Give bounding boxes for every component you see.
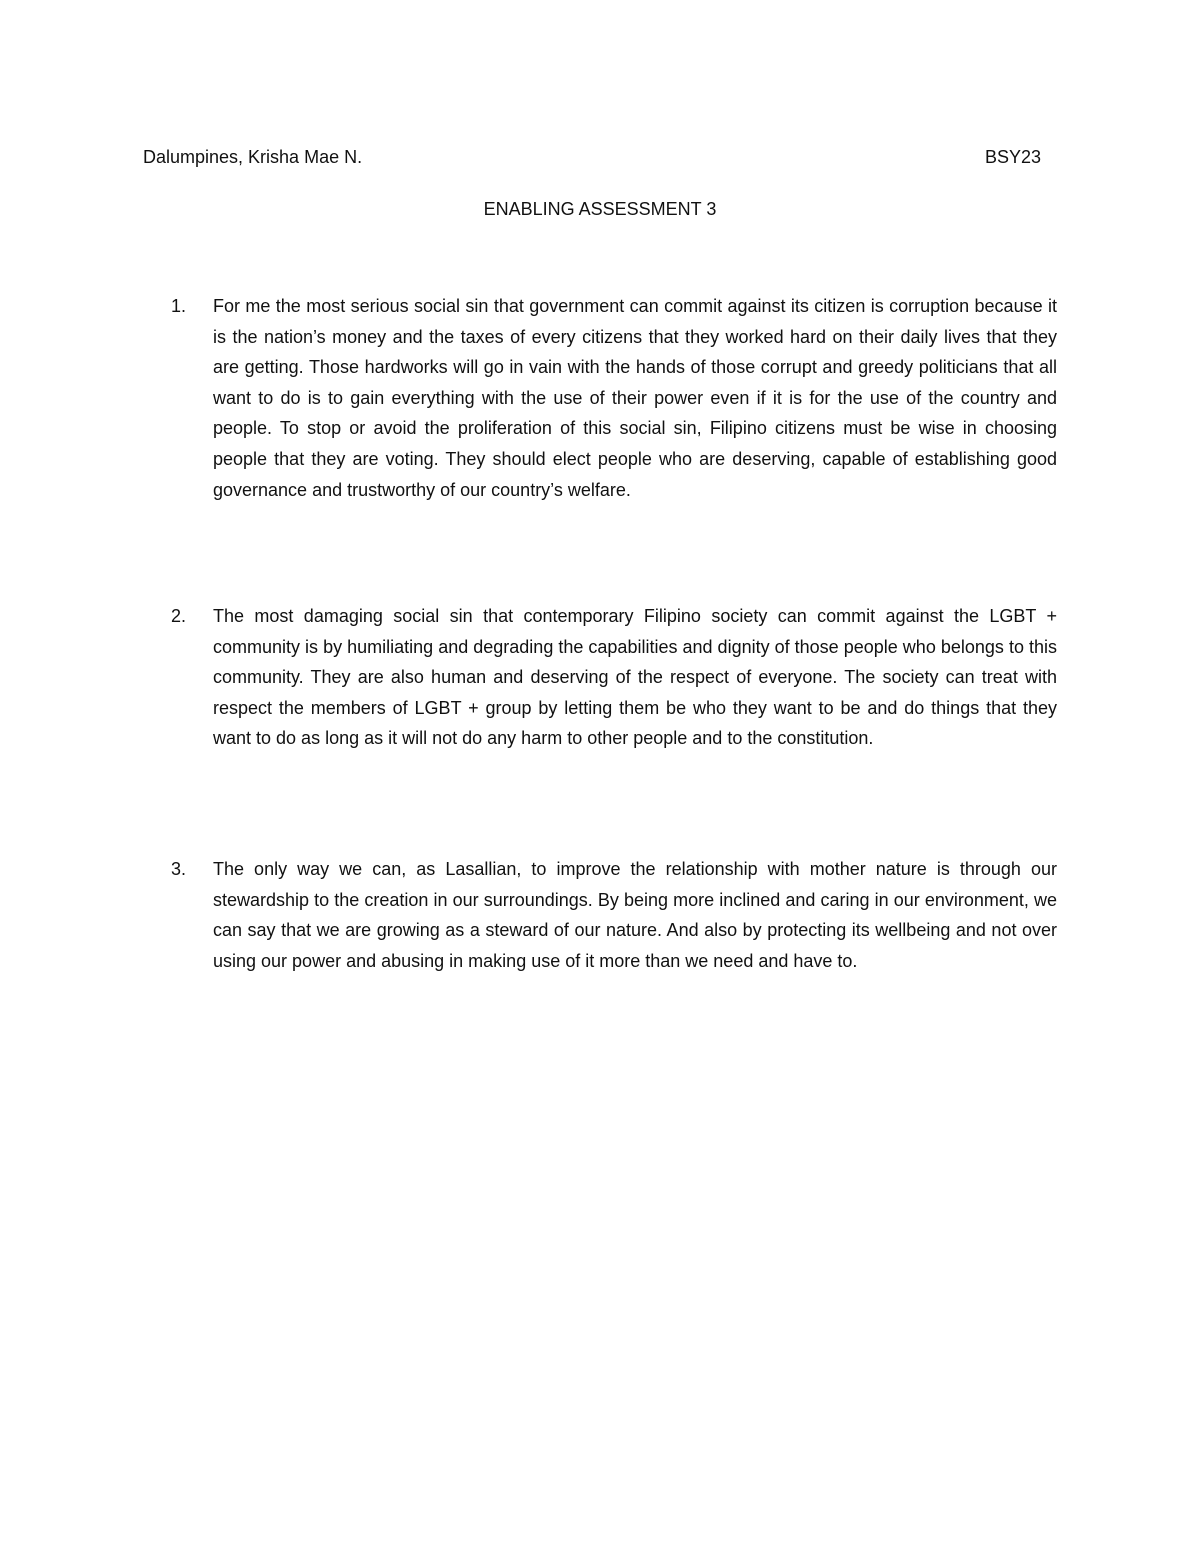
answer-item <box>171 291 1057 505</box>
answer-text: For me the most serious social sin that government can commit against its citizen is corruption because it is the nation’s money and the taxes of every citizens that they worked hard on their daily lives that they are getting. Those hardworks will go in vain with the hands of those corrupt and greedy politicians that all want to do is to gain everything with the use of their power even if it is for the use of the country and people. To stop or avoid the proliferation of this social sin, Filipino citizens must be wise in choosing people that they are voting. They should elect people who are deserving, capable of establishing good governance and trustworthy of our country’s welfare. <box>213 296 1057 500</box>
document-header <box>143 144 1041 170</box>
answer-item <box>171 601 1057 754</box>
answer-list-item-3 <box>171 854 1057 976</box>
answer-number: 1. <box>171 296 187 316</box>
answer-number: 3. <box>171 859 187 879</box>
author-name: Dalumpines, Krisha Mae N. <box>143 147 363 167</box>
document-title: ENABLING ASSESSMENT 3 <box>483 199 717 219</box>
answer-number: 2. <box>171 606 187 626</box>
section-code: BSY23 <box>984 147 1041 167</box>
answer-list-item-1 <box>171 291 1057 505</box>
answer-text: The most damaging social sin that contemporary Filipino society can commit against the LGBT + community is by humiliating and degrading the capabilities and dignity of those people who belongs to this community. They are also human and deserving of the respect of everyone. The society can treat with respect the members of LGBT + group by letting them be who they want to be and do things that they want to do as long as it will not do any harm to other people and to the constitution. <box>213 606 1057 749</box>
answer-list-item-2 <box>171 601 1057 754</box>
answer-item <box>171 854 1057 976</box>
answer-text: The only way we can, as Lasallian, to improve the relationship with mother nature is through our stewardship to the creation in our surroundings. By being more inclined and caring in our environment, we can say that we are growing as a steward of our nature. And also by protecting its wellbeing and not over using our power and abusing in making use of it more than we need and have to. <box>213 859 1057 971</box>
